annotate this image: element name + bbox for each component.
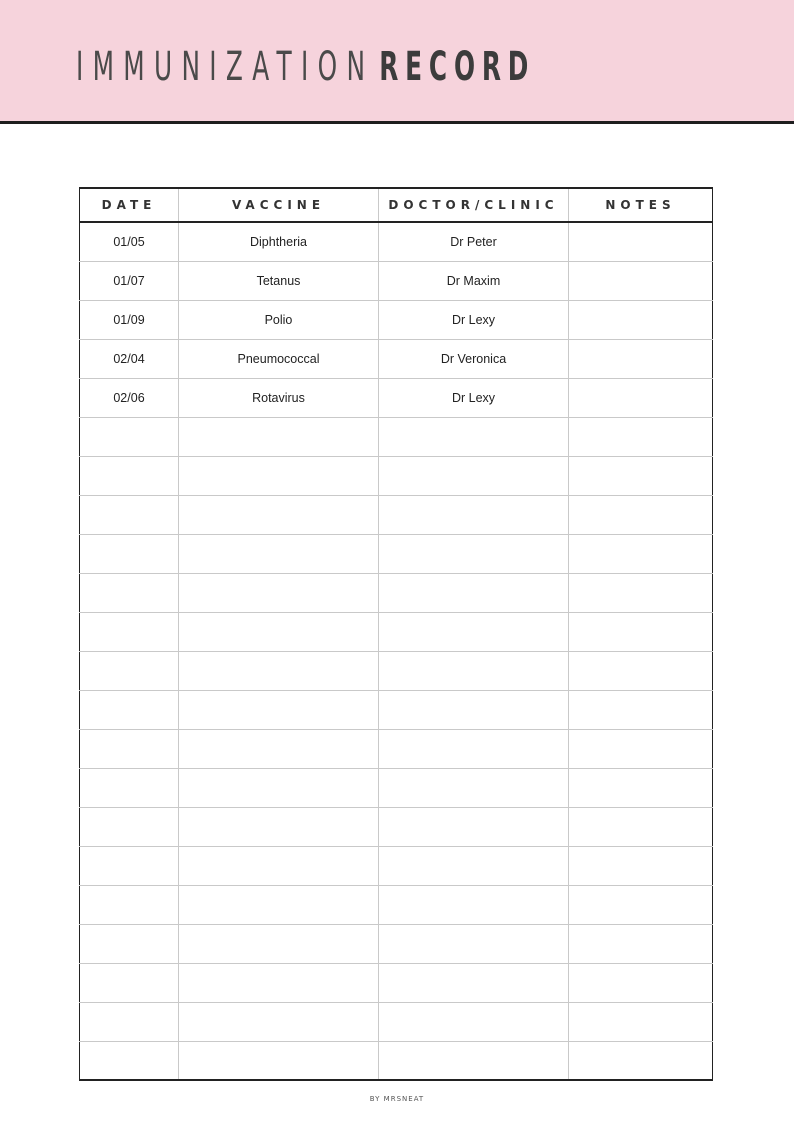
notes-cell[interactable]	[569, 378, 713, 417]
date-cell[interactable]	[80, 768, 179, 807]
table-row	[80, 339, 713, 378]
table-row	[80, 456, 713, 495]
vaccine-cell[interactable]	[179, 963, 379, 1002]
page-header	[0, 0, 794, 124]
vaccine-cell[interactable]: Pneumococcal	[179, 339, 379, 378]
notes-cell[interactable]	[569, 885, 713, 924]
notes-cell[interactable]	[569, 729, 713, 768]
notes-cell[interactable]	[569, 339, 713, 378]
notes-cell[interactable]	[569, 534, 713, 573]
table-row	[80, 963, 713, 1002]
doctor-clinic-cell[interactable]: Dr Veronica	[379, 339, 569, 378]
table-row	[80, 300, 713, 339]
doctor-clinic-cell[interactable]	[379, 885, 569, 924]
notes-cell[interactable]	[569, 300, 713, 339]
notes-cell[interactable]	[569, 261, 713, 300]
date-cell[interactable]	[80, 534, 179, 573]
table-row	[80, 573, 713, 612]
date-cell[interactable]	[80, 1002, 179, 1041]
vaccine-cell[interactable]	[179, 1041, 379, 1080]
date-cell[interactable]	[80, 456, 179, 495]
notes-cell[interactable]	[569, 417, 713, 456]
vaccine-cell[interactable]	[179, 495, 379, 534]
vaccine-cell[interactable]: Polio	[179, 300, 379, 339]
table-row	[80, 1041, 713, 1080]
table-row	[80, 690, 713, 729]
doctor-clinic-cell[interactable]	[379, 807, 569, 846]
table-row	[80, 924, 713, 963]
vaccine-cell[interactable]	[179, 924, 379, 963]
table-row	[80, 768, 713, 807]
vaccine-cell[interactable]	[179, 690, 379, 729]
doctor-clinic-cell[interactable]	[379, 495, 569, 534]
footer-credit: BY MRSNEAT	[369, 1095, 425, 1103]
doctor-clinic-cell[interactable]	[379, 534, 569, 573]
doctor-clinic-cell[interactable]	[379, 612, 569, 651]
date-cell[interactable]	[80, 846, 179, 885]
vaccine-cell[interactable]: Tetanus	[179, 261, 379, 300]
notes-cell[interactable]	[569, 1002, 713, 1041]
vaccine-cell[interactable]: Rotavirus	[179, 378, 379, 417]
vaccine-cell[interactable]	[179, 417, 379, 456]
doctor-clinic-cell[interactable]	[379, 924, 569, 963]
doctor-clinic-cell[interactable]	[379, 690, 569, 729]
table-row	[80, 729, 713, 768]
vaccine-cell[interactable]	[179, 1002, 379, 1041]
column-header-vaccine: VACCINE	[179, 188, 379, 222]
vaccine-cell[interactable]: Diphtheria	[179, 222, 379, 261]
notes-cell[interactable]	[569, 846, 713, 885]
vaccine-cell[interactable]	[179, 807, 379, 846]
date-cell[interactable]	[80, 807, 179, 846]
date-cell[interactable]	[80, 417, 179, 456]
vaccine-cell[interactable]	[179, 729, 379, 768]
doctor-clinic-cell[interactable]	[379, 417, 569, 456]
date-cell[interactable]	[80, 651, 179, 690]
title-light-text: IMMUNIZATION	[76, 44, 375, 90]
notes-cell[interactable]	[569, 651, 713, 690]
vaccine-cell[interactable]	[179, 456, 379, 495]
doctor-clinic-cell[interactable]: Dr Lexy	[379, 300, 569, 339]
doctor-clinic-cell[interactable]	[379, 729, 569, 768]
date-cell[interactable]	[80, 963, 179, 1002]
column-header-date: DATE	[80, 188, 179, 222]
notes-cell[interactable]	[569, 924, 713, 963]
doctor-clinic-cell[interactable]: Dr Maxim	[379, 261, 569, 300]
date-cell[interactable]	[80, 924, 179, 963]
column-header-notes: NOTES	[569, 188, 713, 222]
vaccine-cell[interactable]	[179, 885, 379, 924]
doctor-clinic-cell[interactable]	[379, 651, 569, 690]
table-row	[80, 222, 713, 261]
doctor-clinic-cell[interactable]	[379, 573, 569, 612]
notes-cell[interactable]	[569, 495, 713, 534]
table-row	[80, 378, 713, 417]
table-row	[80, 1002, 713, 1041]
date-cell[interactable]	[80, 690, 179, 729]
table-row	[80, 612, 713, 651]
table-row	[80, 495, 713, 534]
table-row	[80, 846, 713, 885]
date-cell[interactable]	[80, 885, 179, 924]
notes-cell[interactable]	[569, 612, 713, 651]
date-cell[interactable]	[80, 573, 179, 612]
vaccine-cell[interactable]	[179, 612, 379, 651]
table-row	[80, 534, 713, 573]
notes-cell[interactable]	[569, 768, 713, 807]
table-row	[80, 417, 713, 456]
doctor-clinic-cell[interactable]	[379, 963, 569, 1002]
notes-cell[interactable]	[569, 963, 713, 1002]
notes-cell[interactable]	[569, 1041, 713, 1080]
doctor-clinic-cell[interactable]: Dr Peter	[379, 222, 569, 261]
vaccine-cell[interactable]	[179, 651, 379, 690]
table-row	[80, 885, 713, 924]
date-cell[interactable]: 02/06	[80, 378, 179, 417]
table-row	[80, 261, 713, 300]
table-body	[80, 222, 713, 1080]
notes-cell[interactable]	[569, 807, 713, 846]
vaccine-cell[interactable]	[179, 846, 379, 885]
doctor-clinic-cell[interactable]	[379, 456, 569, 495]
vaccine-cell[interactable]	[179, 573, 379, 612]
vaccine-cell[interactable]	[179, 768, 379, 807]
notes-cell[interactable]	[569, 456, 713, 495]
doctor-clinic-cell[interactable]: Dr Lexy	[379, 378, 569, 417]
date-cell[interactable]: 01/05	[80, 222, 179, 261]
column-header-doctor-clinic: DOCTOR/CLINIC	[379, 188, 569, 222]
title-bold-text: RECORD	[379, 44, 536, 90]
page-title	[76, 44, 535, 90]
notes-cell[interactable]	[569, 690, 713, 729]
doctor-clinic-cell[interactable]	[379, 768, 569, 807]
table-header-row	[80, 188, 713, 222]
date-cell[interactable]: 01/09	[80, 300, 179, 339]
date-cell[interactable]	[80, 612, 179, 651]
date-cell[interactable]: 01/07	[80, 261, 179, 300]
doctor-clinic-cell[interactable]	[379, 846, 569, 885]
table-row	[80, 651, 713, 690]
vaccine-cell[interactable]	[179, 534, 379, 573]
notes-cell[interactable]	[569, 222, 713, 261]
date-cell[interactable]: 02/04	[80, 339, 179, 378]
date-cell[interactable]	[80, 729, 179, 768]
date-cell[interactable]	[80, 495, 179, 534]
date-cell[interactable]	[80, 1041, 179, 1080]
doctor-clinic-cell[interactable]	[379, 1041, 569, 1080]
table-row	[80, 807, 713, 846]
notes-cell[interactable]	[569, 573, 713, 612]
immunization-table	[79, 187, 713, 1081]
doctor-clinic-cell[interactable]	[379, 1002, 569, 1041]
